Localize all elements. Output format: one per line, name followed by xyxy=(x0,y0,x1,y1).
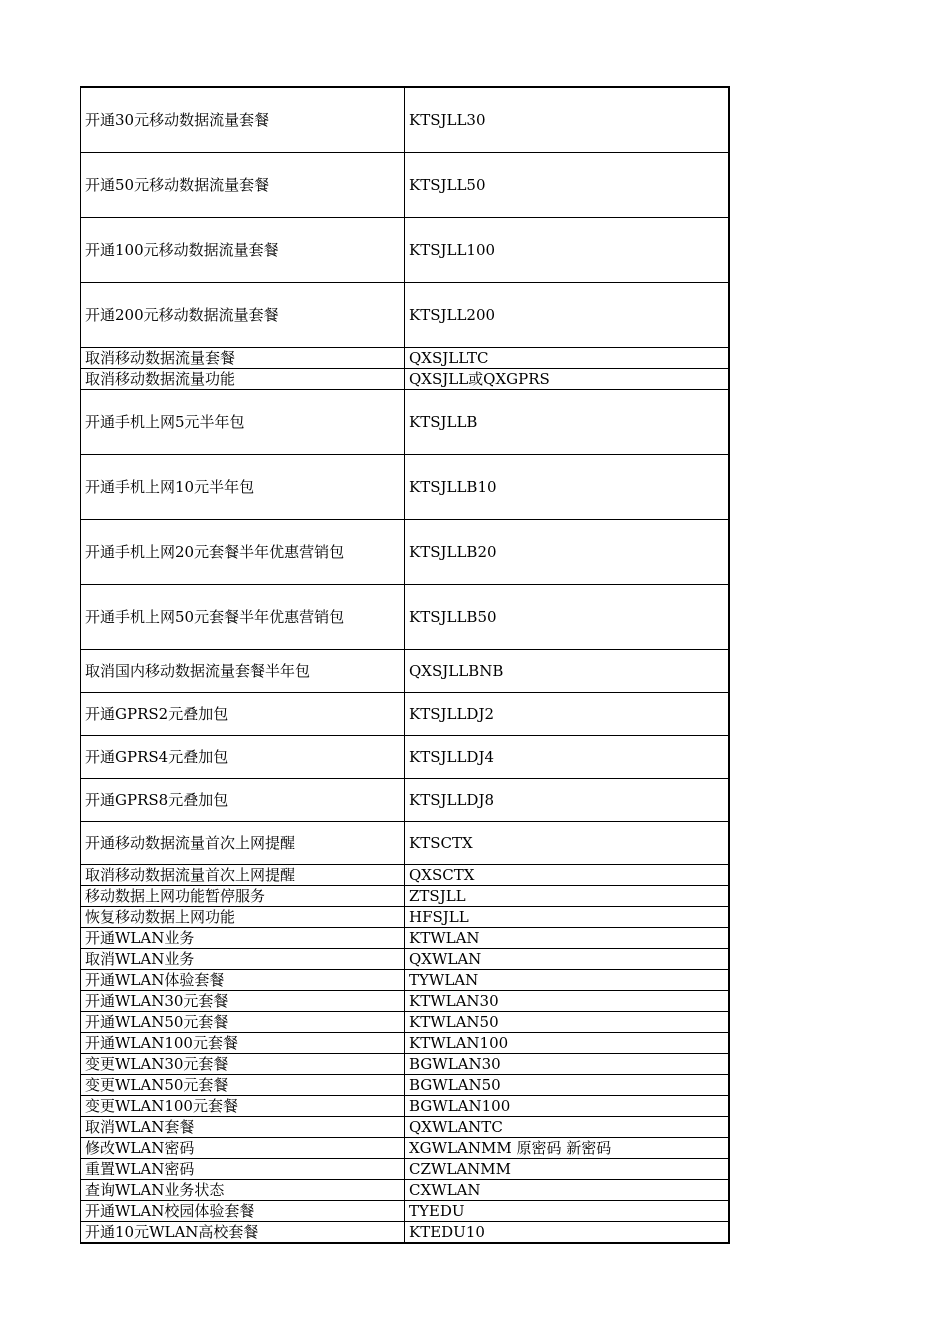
table-row xyxy=(81,736,729,779)
service-name-cell: 取消WLAN业务 xyxy=(81,949,405,970)
sms-code-cell: CXWLAN xyxy=(405,1180,729,1201)
sms-code-cell: KTSJLLDJ2 xyxy=(405,693,729,736)
table-row xyxy=(81,1201,729,1222)
table-row xyxy=(81,585,729,650)
sms-code-cell: BGWLAN100 xyxy=(405,1096,729,1117)
table-row xyxy=(81,1096,729,1117)
service-name-cell: 取消移动数据流量功能 xyxy=(81,369,405,390)
table-row xyxy=(81,928,729,949)
service-name-cell: 开通WLAN体验套餐 xyxy=(81,970,405,991)
table-row xyxy=(81,779,729,822)
table-row xyxy=(81,455,729,520)
table-row xyxy=(81,369,729,390)
table-row xyxy=(81,991,729,1012)
sms-code-cell: KTWLAN xyxy=(405,928,729,949)
service-name-cell: 取消国内移动数据流量套餐半年包 xyxy=(81,650,405,693)
table-row xyxy=(81,1054,729,1075)
table-row xyxy=(81,390,729,455)
sms-code-cell: QXSJLL或QXGPRS xyxy=(405,369,729,390)
service-name-cell: 重置WLAN密码 xyxy=(81,1159,405,1180)
service-name-cell: 变更WLAN100元套餐 xyxy=(81,1096,405,1117)
sms-code-cell: KTSCTX xyxy=(405,822,729,865)
service-name-cell: 开通手机上网50元套餐半年优惠营销包 xyxy=(81,585,405,650)
table-row xyxy=(81,1075,729,1096)
sms-code-cell: KTEDU10 xyxy=(405,1222,729,1244)
service-name-cell: 变更WLAN30元套餐 xyxy=(81,1054,405,1075)
table-row xyxy=(81,1159,729,1180)
service-name-cell: 取消WLAN套餐 xyxy=(81,1117,405,1138)
sms-code-cell: QXSJLLBNB xyxy=(405,650,729,693)
sms-code-cell: QXWLANTC xyxy=(405,1117,729,1138)
sms-code-cell: QXWLAN xyxy=(405,949,729,970)
service-name-cell: 开通GPRS8元叠加包 xyxy=(81,779,405,822)
service-name-cell: 开通WLAN50元套餐 xyxy=(81,1012,405,1033)
table-row xyxy=(81,907,729,928)
sms-code-cell: HFSJLL xyxy=(405,907,729,928)
sms-code-cell: KTWLAN30 xyxy=(405,991,729,1012)
sms-code-cell: KTSJLLB50 xyxy=(405,585,729,650)
table-row xyxy=(81,650,729,693)
service-name-cell: 开通100元移动数据流量套餐 xyxy=(81,218,405,283)
table-row xyxy=(81,218,729,283)
service-name-cell: 移动数据上网功能暂停服务 xyxy=(81,886,405,907)
table-row xyxy=(81,1117,729,1138)
service-name-cell: 开通手机上网5元半年包 xyxy=(81,390,405,455)
table-row xyxy=(81,1180,729,1201)
sms-code-cell: KTSJLLB xyxy=(405,390,729,455)
service-name-cell: 修改WLAN密码 xyxy=(81,1138,405,1159)
sms-code-cell: ZTSJLL xyxy=(405,886,729,907)
service-name-cell: 取消移动数据流量套餐 xyxy=(81,348,405,369)
service-name-cell: 开通WLAN业务 xyxy=(81,928,405,949)
service-name-cell: 开通GPRS4元叠加包 xyxy=(81,736,405,779)
table-row xyxy=(81,970,729,991)
service-name-cell: 开通移动数据流量首次上网提醒 xyxy=(81,822,405,865)
table-row xyxy=(81,886,729,907)
sms-code-cell: BGWLAN50 xyxy=(405,1075,729,1096)
table-row xyxy=(81,1033,729,1054)
table-row xyxy=(81,283,729,348)
service-name-cell: 开通50元移动数据流量套餐 xyxy=(81,153,405,218)
table-row xyxy=(81,949,729,970)
service-name-cell: 恢复移动数据上网功能 xyxy=(81,907,405,928)
table-row xyxy=(81,153,729,218)
sms-code-cell: KTSJLL30 xyxy=(405,87,729,153)
service-name-cell: 取消移动数据流量首次上网提醒 xyxy=(81,865,405,886)
table-row xyxy=(81,1222,729,1244)
table-row xyxy=(81,348,729,369)
service-name-cell: 开通30元移动数据流量套餐 xyxy=(81,87,405,153)
table-row xyxy=(81,1138,729,1159)
sms-code-cell: QXSJLLTC xyxy=(405,348,729,369)
sms-code-cell: KTSJLL100 xyxy=(405,218,729,283)
sms-code-cell: KTWLAN50 xyxy=(405,1012,729,1033)
table-row xyxy=(81,693,729,736)
service-name-cell: 开通WLAN校园体验套餐 xyxy=(81,1201,405,1222)
command-table xyxy=(80,86,730,1244)
sms-code-cell: KTSJLLDJ4 xyxy=(405,736,729,779)
sms-code-cell: TYEDU xyxy=(405,1201,729,1222)
service-name-cell: 开通手机上网10元半年包 xyxy=(81,455,405,520)
service-name-cell: 开通GPRS2元叠加包 xyxy=(81,693,405,736)
sms-code-cell: KTWLAN100 xyxy=(405,1033,729,1054)
table-row xyxy=(81,520,729,585)
sms-code-cell: TYWLAN xyxy=(405,970,729,991)
service-name-cell: 开通10元WLAN高校套餐 xyxy=(81,1222,405,1244)
table-row xyxy=(81,865,729,886)
service-name-cell: 变更WLAN50元套餐 xyxy=(81,1075,405,1096)
service-name-cell: 开通200元移动数据流量套餐 xyxy=(81,283,405,348)
service-name-cell: 开通WLAN100元套餐 xyxy=(81,1033,405,1054)
sms-code-cell: XGWLANMM 原密码 新密码 xyxy=(405,1138,729,1159)
table-row xyxy=(81,87,729,153)
sms-code-cell: KTSJLLB20 xyxy=(405,520,729,585)
sms-code-cell: CZWLANMM xyxy=(405,1159,729,1180)
service-name-cell: 开通手机上网20元套餐半年优惠营销包 xyxy=(81,520,405,585)
sms-code-cell: KTSJLLB10 xyxy=(405,455,729,520)
table-row xyxy=(81,1012,729,1033)
service-name-cell: 查询WLAN业务状态 xyxy=(81,1180,405,1201)
sms-code-cell: BGWLAN30 xyxy=(405,1054,729,1075)
sms-code-cell: QXSCTX xyxy=(405,865,729,886)
service-name-cell: 开通WLAN30元套餐 xyxy=(81,991,405,1012)
command-table-body xyxy=(81,87,729,1243)
table-row xyxy=(81,822,729,865)
sms-code-cell: KTSJLL50 xyxy=(405,153,729,218)
sms-code-cell: KTSJLLDJ8 xyxy=(405,779,729,822)
sms-code-cell: KTSJLL200 xyxy=(405,283,729,348)
